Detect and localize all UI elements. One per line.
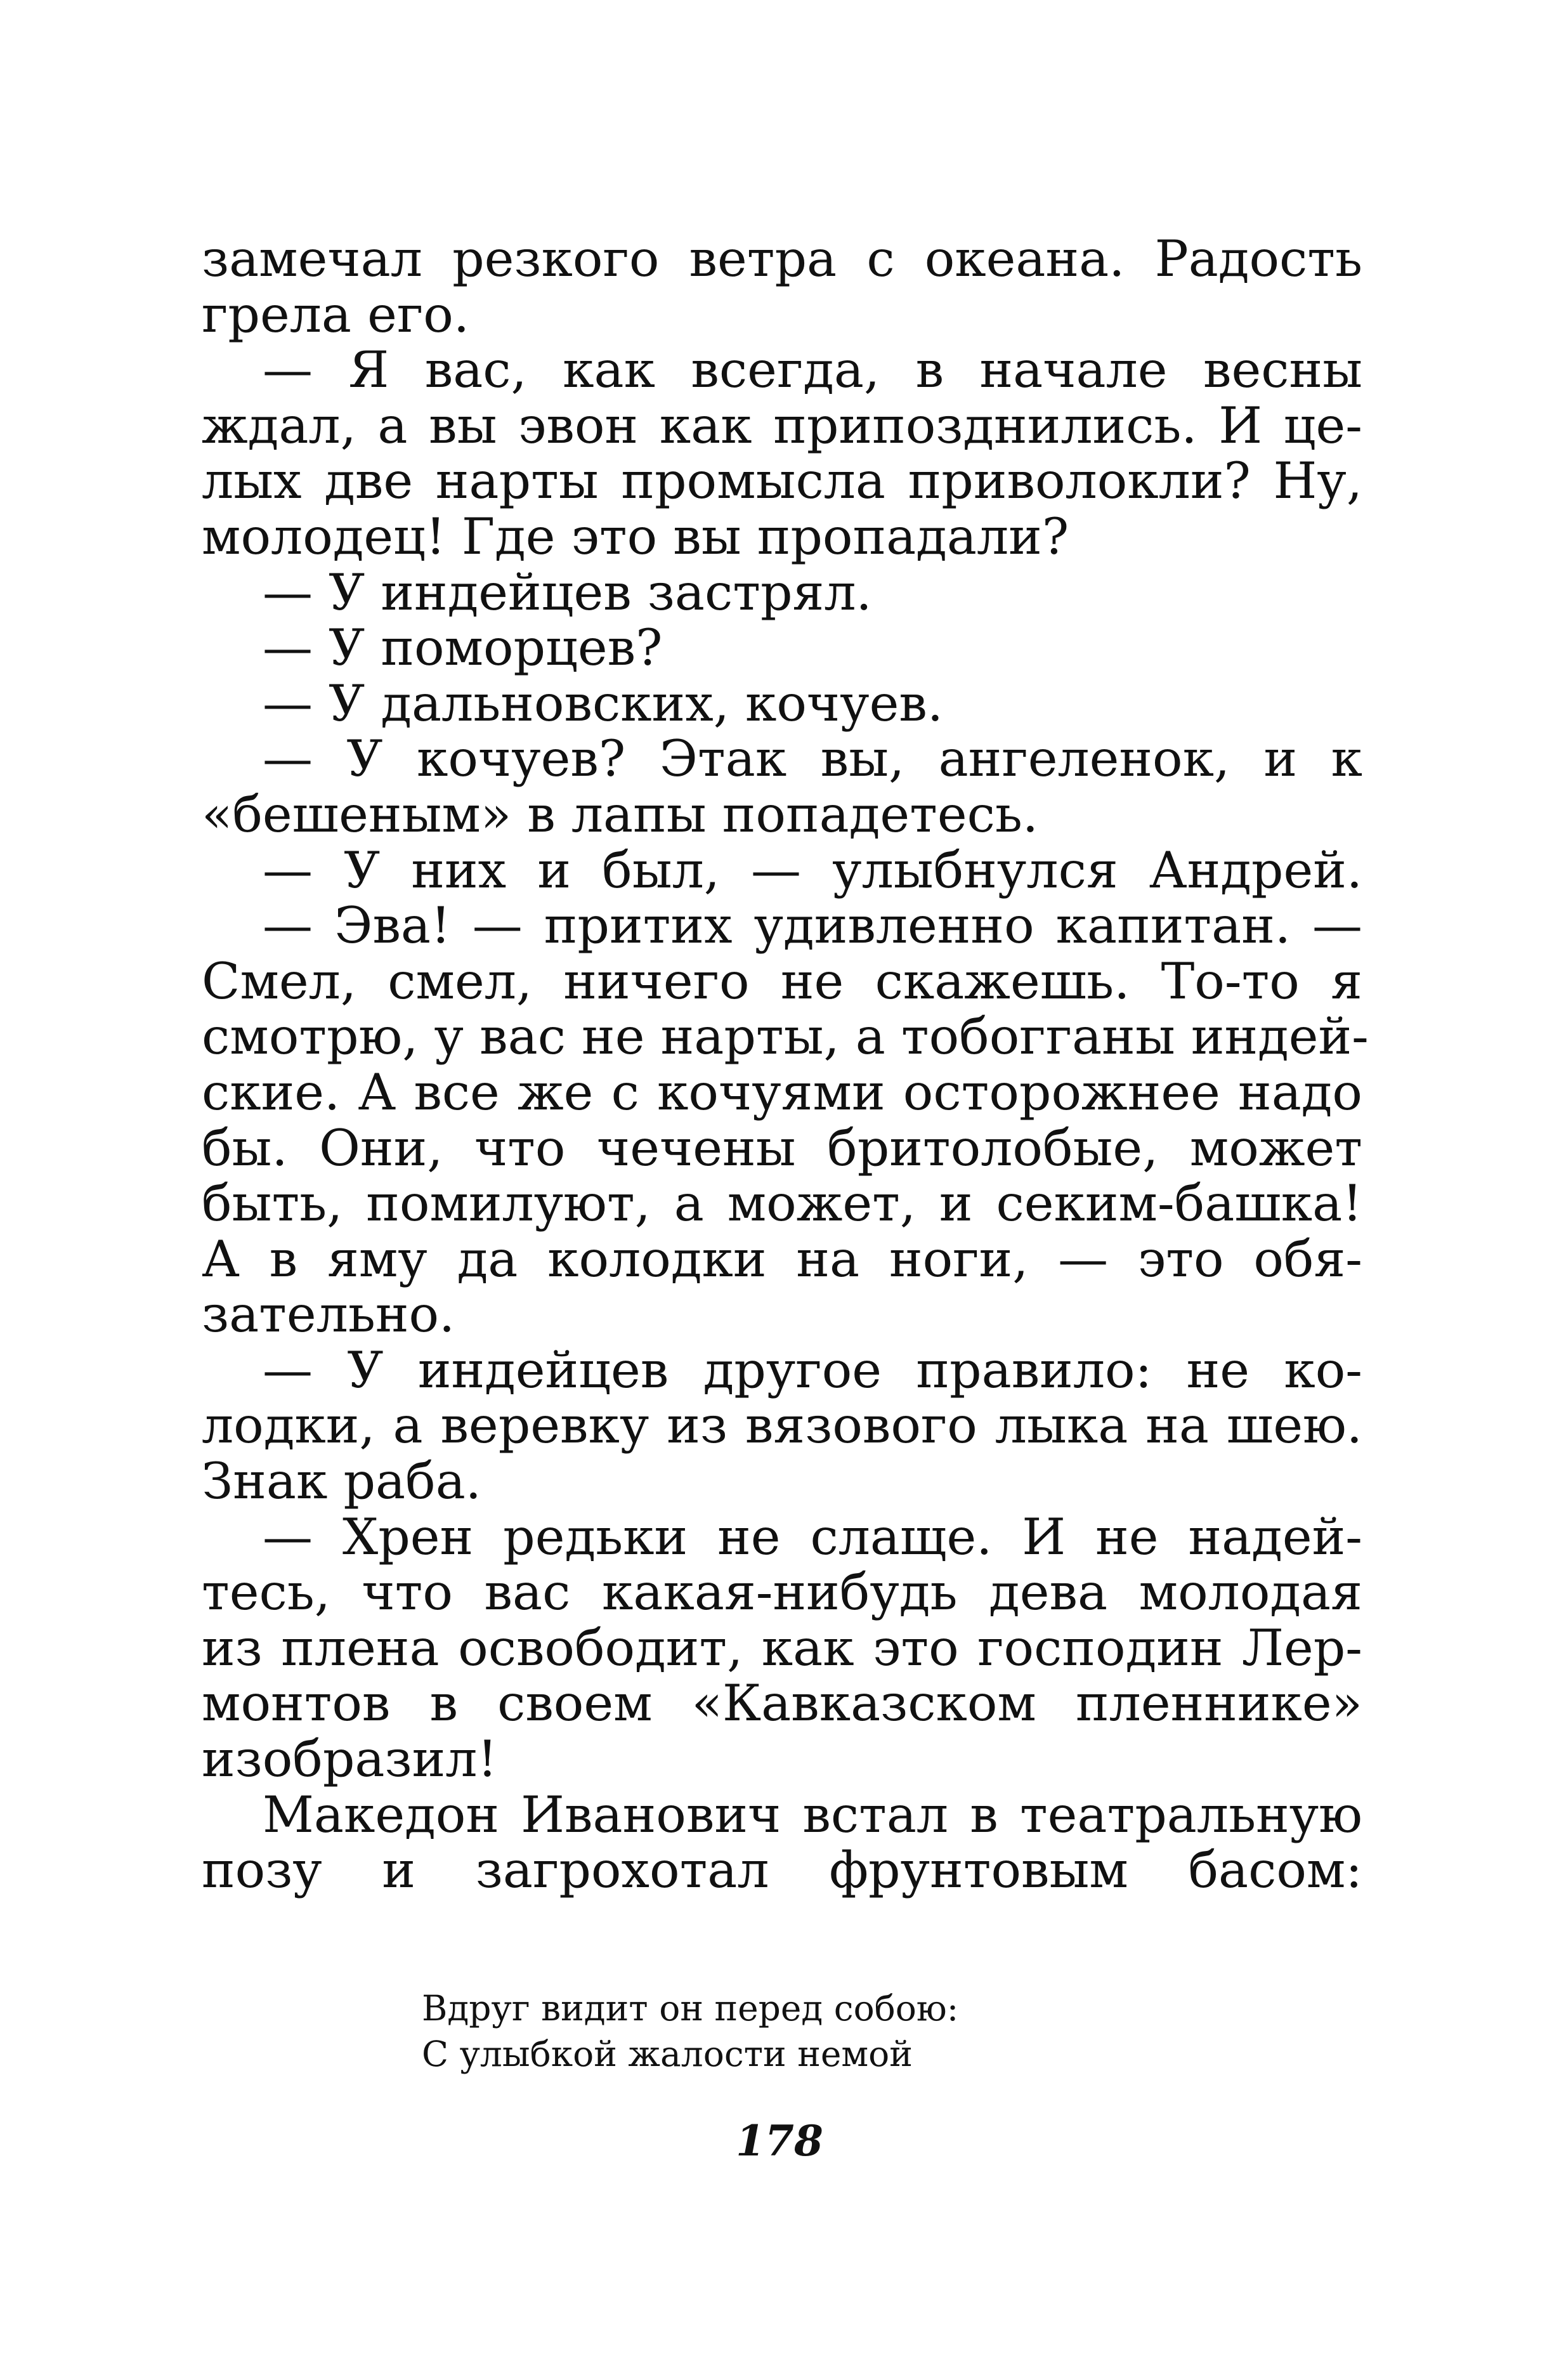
text-line: изобразил! [202, 1730, 498, 1789]
body-text [202, 230, 1369, 1900]
text-line: — У индейцев застрял. [263, 563, 872, 622]
text-line: Смел, смел, ничего не скажешь. То-то я [202, 951, 1362, 1010]
text-line: — У поморцев? [263, 618, 663, 677]
page-number: 178 [736, 2116, 823, 2166]
text-line: монтов в своем «Кавказском пленнике» [202, 1674, 1362, 1733]
text-line: — У дальновских, кочуев. [263, 674, 943, 733]
text-line: ские. А все же с кочуями осторожнее надо [202, 1062, 1362, 1121]
text-line: лых две нарты промысла приволокли? Ну, [202, 452, 1362, 511]
text-line: замечал резкого ветра с океана. Радость [202, 230, 1362, 288]
text-line: — У индейцев другое правило: не ко- [263, 1340, 1362, 1399]
text-line: грела его. [202, 285, 469, 344]
text-line: лодки, а веревку из вязового лыка на шею. [202, 1396, 1362, 1455]
text-line: Македон Иванович встал в театральную [263, 1785, 1362, 1844]
verse-line: Вдруг видит он перед собою: [422, 1988, 959, 2029]
text-line: из плена освободит, как это господин Лер- [202, 1618, 1362, 1677]
text-line: ждал, а вы эвон как припозднились. И це- [202, 396, 1362, 455]
text-line: тесь, что вас какая-нибудь дева молодая [202, 1563, 1362, 1622]
text-line: быть, помилуют, а может, и секим-башка! [202, 1174, 1362, 1233]
text-line: — Я вас, как всегда, в начале весны [263, 341, 1362, 400]
text-line: «бешеным» в лапы попадетесь. [202, 785, 1038, 844]
text-line: — Хрен редьки не слаще. И не надей- [263, 1507, 1362, 1566]
verse-quote [422, 1985, 1310, 2077]
text-line: А в яму да колодки на ноги, — это обя- [202, 1229, 1362, 1288]
verse-line: С улыбкой жалости немой [422, 2034, 913, 2074]
text-line: бы. Они, что чечены бритолобые, может [202, 1118, 1362, 1177]
text-line: Знак раба. [202, 1452, 481, 1511]
text-line: смотрю, у вас не нарты, а тобогганы индей- [202, 1007, 1369, 1066]
text-line: — У них и был, — улыбнулся Андрей. [263, 840, 1362, 899]
text-line: позу и загрохотал фрунтовым басом: [202, 1841, 1362, 1900]
text-line: — Эва! — притих удивленно капитан. — [263, 896, 1362, 955]
text-line: зательно. [202, 1285, 455, 1344]
text-line: молодец! Где это вы пропадали? [202, 507, 1069, 566]
text-line: — У кочуев? Этак вы, ангеленок, и к [263, 729, 1362, 788]
